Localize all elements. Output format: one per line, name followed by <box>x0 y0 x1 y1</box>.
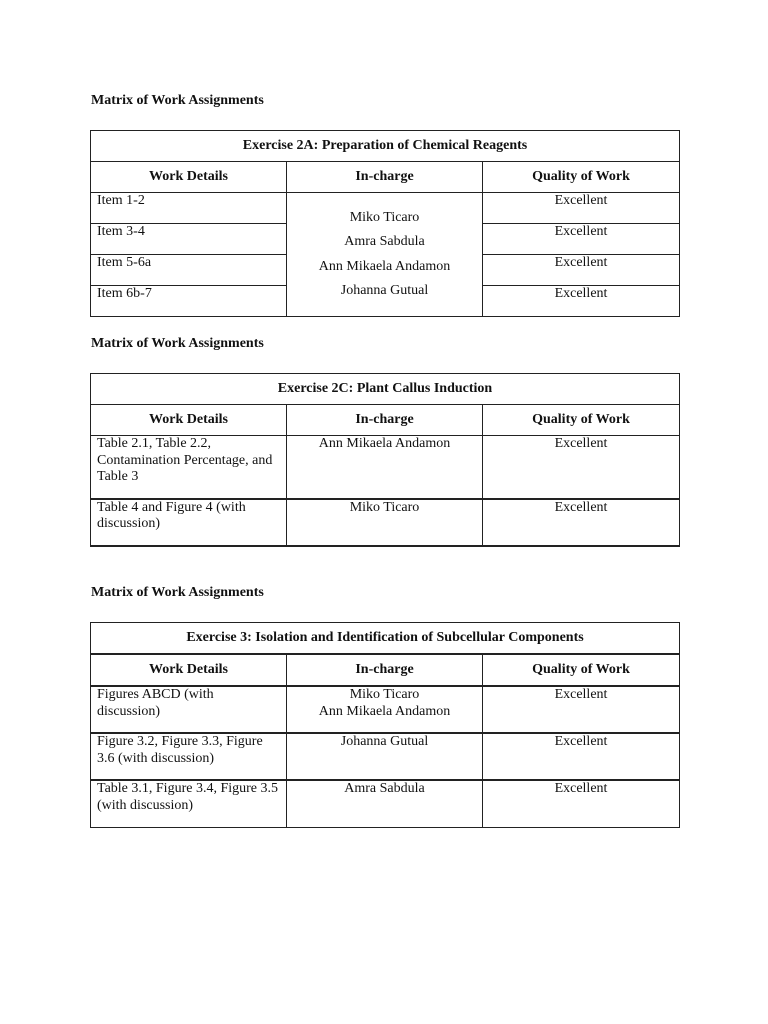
table-title: Exercise 2C: Plant Callus Induction <box>91 374 680 405</box>
table-row <box>91 436 680 499</box>
column-header-in-charge: In-charge <box>287 654 483 686</box>
table-row <box>91 733 680 780</box>
work-details-cell: Item 5-6a <box>91 255 287 286</box>
table-row <box>91 780 680 827</box>
in-charge-merged-cell <box>287 193 483 317</box>
work-details-cell: Table 2.1, Table 2.2, Contamination Percentage, and Table 3 <box>91 436 287 499</box>
quality-cell: Excellent <box>483 686 680 733</box>
column-header-quality: Quality of Work <box>483 405 680 436</box>
work-details-cell: Table 3.1, Figure 3.4, Figure 3.5 (with discussion) <box>91 780 287 827</box>
in-charge-name: Amra Sabdula <box>344 234 425 249</box>
table-row <box>91 686 680 733</box>
table-row <box>91 193 680 224</box>
column-header-work-details: Work Details <box>91 405 287 436</box>
work-details-cell: Item 1-2 <box>91 193 287 224</box>
work-details-cell: Item 3-4 <box>91 224 287 255</box>
quality-cell: Excellent <box>483 436 680 499</box>
quality-cell: Excellent <box>483 224 680 255</box>
section-heading-1: Matrix of Work Assignments <box>91 93 264 108</box>
in-charge-name: Ann Mikaela Andamon <box>318 258 451 274</box>
in-charge-name: Johanna Gutual <box>340 734 429 749</box>
section-heading-2: Matrix of Work Assignments <box>91 336 264 351</box>
quality-cell: Excellent <box>483 286 680 317</box>
column-header-in-charge: In-charge <box>287 162 483 193</box>
work-matrix-exercise-2a <box>90 130 680 317</box>
table-row <box>91 499 680 546</box>
section-heading-3: Matrix of Work Assignments <box>91 585 264 600</box>
column-header-work-details: Work Details <box>91 162 287 193</box>
in-charge-name: Miko Ticaro <box>349 687 420 702</box>
work-details-cell: Item 6b-7 <box>91 286 287 317</box>
quality-cell: Excellent <box>483 255 680 286</box>
column-header-quality: Quality of Work <box>483 162 680 193</box>
in-charge-cell: Ann Mikaela Andamon <box>287 436 483 499</box>
in-charge-name: Miko Ticaro <box>349 209 420 225</box>
work-details-cell: Figures ABCD (with discussion) <box>91 686 287 733</box>
column-header-in-charge: In-charge <box>287 405 483 436</box>
in-charge-cell: Miko Ticaro <box>287 499 483 546</box>
work-matrix-exercise-2c <box>90 373 680 547</box>
column-header-work-details: Work Details <box>91 654 287 686</box>
work-details-cell: Table 4 and Figure 4 (with discussion) <box>91 499 287 546</box>
work-details-cell: Figure 3.2, Figure 3.3, Figure 3.6 (with discussion) <box>91 733 287 780</box>
in-charge-name: Amra Sabdula <box>344 781 425 796</box>
quality-cell: Excellent <box>483 193 680 224</box>
table-title: Exercise 2A: Preparation of Chemical Reagents <box>91 131 680 162</box>
in-charge-cell <box>287 733 483 780</box>
column-header-quality: Quality of Work <box>483 654 680 686</box>
quality-cell: Excellent <box>483 499 680 546</box>
in-charge-cell <box>287 780 483 827</box>
work-matrix-exercise-3 <box>90 622 680 828</box>
table-title: Exercise 3: Isolation and Identification of Subcellular Components <box>91 623 680 655</box>
in-charge-name: Ann Mikaela Andamon <box>318 703 451 719</box>
quality-cell: Excellent <box>483 780 680 827</box>
in-charge-name: Johanna Gutual <box>340 283 429 298</box>
quality-cell: Excellent <box>483 733 680 780</box>
in-charge-cell <box>287 686 483 733</box>
